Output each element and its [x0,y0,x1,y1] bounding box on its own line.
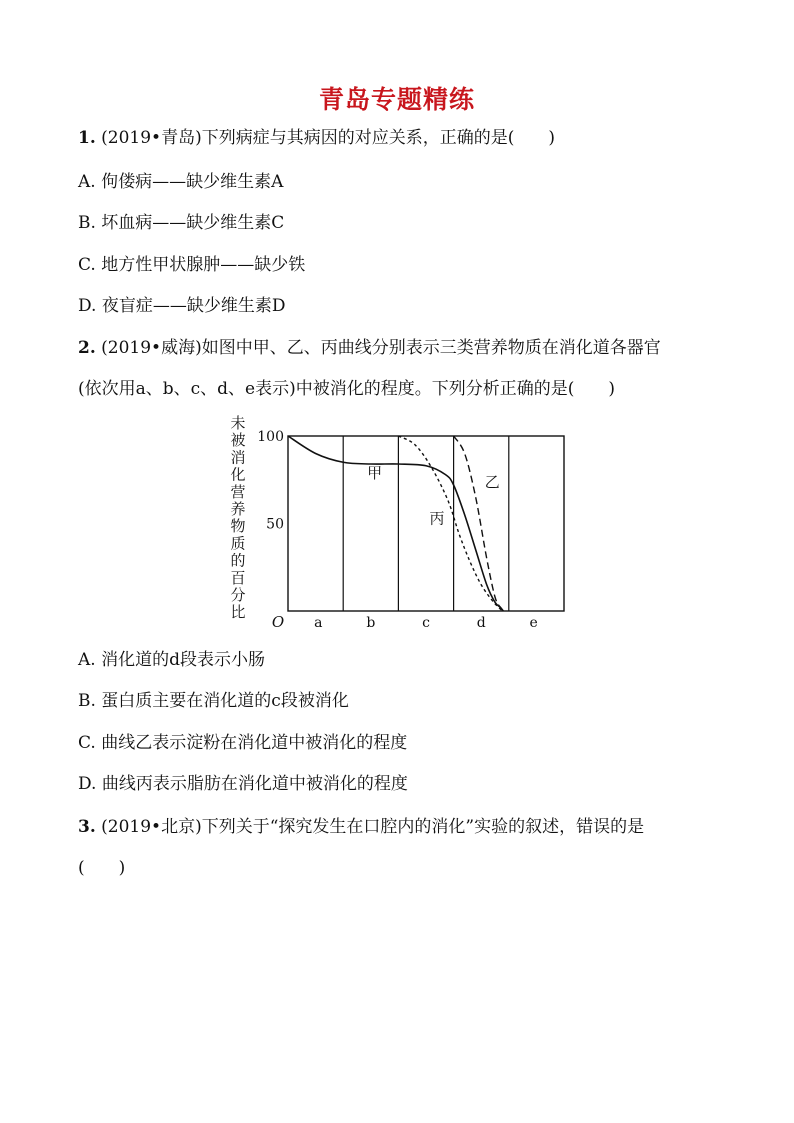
y-axis-label-char: 养 [230,500,246,518]
question-stem-line-2: (依次用a、b、c、d、e表示)中被消化的程度。下列分析正确的是( ) [78,379,616,399]
q1-option-d: D. 夜盲症——缺少维生素D [78,296,286,316]
question-1 [78,126,555,150]
y-tick-label-100: 100 [257,429,284,445]
series-labels [367,464,500,528]
question-stem: (2019•青岛)下列病症与其病因的对应关系，正确的是( ) [101,128,555,148]
page-title: 青岛专题精练 [318,85,475,114]
y-axis-label-char: 比 [230,603,246,622]
x-category-label-a: a [314,615,323,631]
series-label-甲: 甲 [367,464,383,482]
q2-option-c: C. 曲线乙表示淀粉在消化道中被消化的程度 [78,733,408,753]
digestion-chart [220,412,580,634]
question-stem-line-1: (2019•威海)如图中甲、乙、丙曲线分别表示三类营养物质在消化道各器官 [101,338,661,358]
plot-border [288,436,564,611]
y-axis-label [230,414,245,621]
y-axis-label-char: 被 [230,431,246,450]
series-label-乙: 乙 [484,472,500,491]
y-axis-label-char: 百 [230,568,246,587]
y-tick-labels [257,429,284,631]
y-axis-label-char: 分 [230,586,246,604]
y-axis-label-char: 的 [230,551,246,570]
y-axis-label-char: 物 [230,517,246,536]
origin-label: O [271,613,285,631]
y-axis-label-char: 消 [230,448,246,467]
y-axis-label-char: 质 [230,534,246,553]
question-2 [78,336,661,360]
x-category-labels [314,615,538,631]
y-axis-label-char: 营 [230,482,246,501]
x-category-label-e: e [529,615,538,631]
series-line-甲 [288,436,503,611]
question-stem-line-2: ( ) [78,858,126,878]
x-category-label-b: b [366,615,376,631]
x-category-label-d: d [476,615,486,631]
q2-option-a: A. 消化道的d段表示小肠 [78,650,265,670]
series-line-乙 [454,436,504,611]
question-3 [78,815,644,839]
q2-option-b: B. 蛋白质主要在消化道的c段被消化 [78,691,349,711]
q1-option-c: C. 地方性甲状腺肿——缺少铁 [78,255,306,275]
series-label-丙: 丙 [429,509,445,528]
question-number: 3. [78,817,96,837]
y-axis-label-char: 未 [230,414,246,432]
chart-frame [288,436,564,611]
x-category-label-c: c [422,615,430,631]
y-axis-label-char: 化 [230,465,246,484]
question-number: 2. [78,338,96,358]
q1-option-b: B. 坏血病——缺少维生素C [78,213,285,233]
question-number: 1. [78,128,96,148]
question-stem-line-1: (2019•北京)下列关于“探究发生在口腔内的消化”实验的叙述，错误的是 [101,817,645,837]
y-tick-label-50: 50 [266,516,284,533]
series-lines [288,436,503,611]
q2-option-d: D. 曲线丙表示脂肪在消化道中被消化的程度 [78,774,408,794]
q1-option-a: A. 佝偻病——缺少维生素A [78,172,284,192]
